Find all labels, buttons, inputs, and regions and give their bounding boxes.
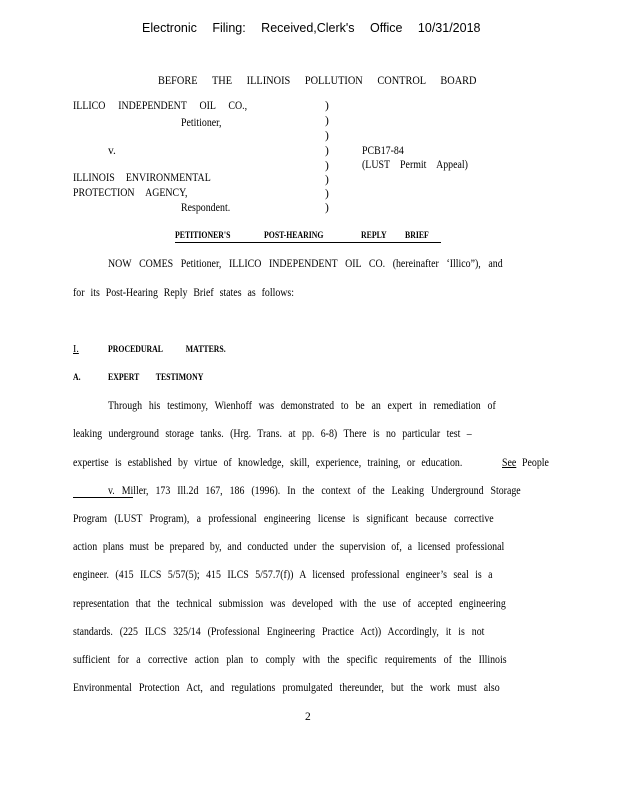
respondent-role: Respondent. <box>181 202 231 214</box>
intro-line-1: NOW COMES Petitioner, ILLICO INDEPENDENT OIL CO. (hereinafter ‘Illico”), and <box>108 258 503 270</box>
subsection-letter: A. <box>73 373 81 383</box>
caption-paren: ) <box>325 174 329 186</box>
petitioner-role: Petitioner, <box>181 117 222 129</box>
body-line: representation that the technical submission was developed with the use of accepted engineering <box>73 598 506 610</box>
respondent-name-line-1: ILLINOIS ENVIRONMENTAL <box>73 172 211 184</box>
caption-paren: ) <box>325 188 329 200</box>
petitioner-name: ILLICO INDEPENDENT OIL CO., <box>73 100 248 112</box>
caption-paren: ) <box>325 115 329 127</box>
page-number: 2 <box>305 711 311 723</box>
title-word-reply: REPLY <box>361 231 387 241</box>
caption-paren: ) <box>325 202 329 214</box>
body-line: leaking underground storage tanks. (Hrg. Trans. at pp. 6-8) There is no particular test – <box>73 428 472 440</box>
caption-paren: ) <box>325 160 329 172</box>
body-line: action plans must be prepared by, and conducted under the supervision of, a licensed professional <box>73 541 505 553</box>
section-number: I. <box>73 344 79 355</box>
caption-paren: ) <box>325 145 329 157</box>
citation-underline <box>73 497 133 498</box>
body-line: People <box>522 457 549 469</box>
body-line: v. Miller, 173 Ill.2d 167, 186 (1996). In the context of the Leaking Underground Storage <box>108 485 521 497</box>
board-heading: BEFORE THE ILLINOIS POLLUTION CONTROL BOARD <box>158 73 477 87</box>
body-line: expertise is established by virtue of knowledge, skill, experience, training, or education. <box>73 457 463 469</box>
body-line: standards. (225 ILCS 325/14 (Professional Engineering Practice Act)) Accordingly, it is not <box>73 626 485 638</box>
title-word-brief: BRIEF <box>405 231 429 241</box>
body-line: Program (LUST Program), a professional engineering license is significant because corrective <box>73 513 494 525</box>
versus-label: v. <box>108 145 116 157</box>
body-line: engineer. (415 ILCS 5/57(5); 415 ILCS 5/57.7(f)) A licensed professional engineer’s seal is a <box>73 569 493 581</box>
citation-signal: See <box>502 457 517 469</box>
title-word-post-hearing: POST-HEARING <box>264 231 324 241</box>
title-word-petitioners: PETITIONER'S <box>175 231 231 241</box>
body-line: sufficient for a corrective action plan to comply with the specific requirements of the Illinois <box>73 654 507 666</box>
title-underline <box>175 242 441 243</box>
case-type: (LUST Permit Appeal) <box>362 159 468 171</box>
caption-paren: ) <box>325 100 329 112</box>
section-title: PROCEDURAL MATTERS. <box>108 345 226 355</box>
body-line: Through his testimony, Wienhoff was demonstrated to be an expert in remediation of <box>108 400 496 412</box>
subsection-title: EXPERT TESTIMONY <box>108 373 204 383</box>
case-number: PCB17-84 <box>362 145 404 157</box>
caption-paren: ) <box>325 130 329 142</box>
respondent-name-line-2: PROTECTION AGENCY, <box>73 187 188 199</box>
body-line: Environmental Protection Act, and regulations promulgated thereunder, but the work must also <box>73 682 500 694</box>
filing-stamp: Electronic Filing: Received,Clerk's Office 10/31/2018 <box>142 21 481 35</box>
intro-line-2: for its Post-Hearing Reply Brief states as follows: <box>73 287 295 299</box>
